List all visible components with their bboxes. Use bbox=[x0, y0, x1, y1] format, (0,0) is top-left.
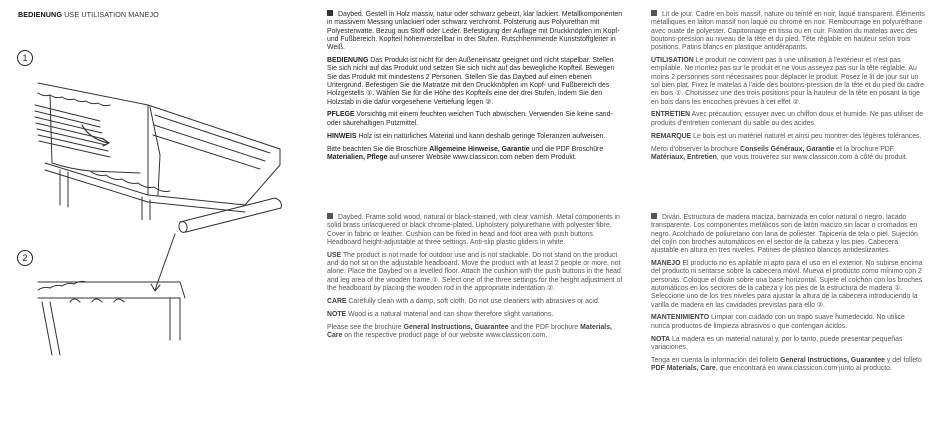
care-text: Vorsichtig mit einem feuchten weichen Tuch abwischen. Verwenden Sie keine sand- oder säurehaltigen Putzmittel. bbox=[327, 111, 613, 127]
ref-bold: Conseils Généraux, Garantie bbox=[740, 145, 835, 153]
note-label: HINWEIS bbox=[327, 132, 357, 140]
note-label: NOTE bbox=[327, 310, 347, 318]
text-column-english bbox=[327, 213, 623, 345]
ref-text: on the respective product page of our website www.classicon.com. bbox=[342, 331, 548, 339]
ref-text: auf unserer Website www.classicon.com neben dem Produkt. bbox=[387, 153, 577, 161]
care-label: ENTRETIEN bbox=[651, 111, 691, 119]
care-text: Avec précaution, essuyer avec un chiffon doux et humide. Ne pas utiliser de produits d'entretien contenant du sable ou des acides. bbox=[651, 111, 924, 127]
ref-text: and the PDF brochure bbox=[508, 323, 581, 331]
reference-paragraph bbox=[327, 146, 623, 163]
care-paragraph bbox=[327, 298, 623, 306]
ref-bold: Matériaux, Entretien bbox=[651, 153, 717, 161]
note-label: REMARQUE bbox=[651, 132, 692, 140]
care-paragraph bbox=[651, 314, 925, 331]
use-text: El producto no es apilable ni apto para el uso en el exterior. No subirse encima del producto ni sentarse sobre la cabecera móvil. Mueva el producto como mínimo con 2 personas. Coloque el diván sobre una base horizontal. Sujete el colchón con los broches automáticos en los sectores de la cabeza y los pies de la estructura de madera ①. Seleccione uno de los tres niveles para ajustar la altura de la cabecera introduciendo la varilla de madera en las cavidades previstas para ello ②. bbox=[651, 260, 923, 309]
figure-2-headboard-rod-illustration bbox=[30, 190, 290, 365]
ref-text: Tenga en cuenta la información del folleto bbox=[651, 356, 781, 364]
note-paragraph bbox=[651, 336, 925, 353]
use-text: Le produit ne convient pas à une utilisation à l'extérieur et n'est pas empilable. Ne montez pas sur le produit et ne vous asseyez pas sur la tête réglable. Au moins 2 personnes sont nécessaires pour déplacer le produit. Posez le lit de jour sur un sol bien plat. Fixez le matelas à l'aide des boutons-pression de la tête et du pied du cadre en bois ①. Choisissez une des trois positions pour la hauteur de la tête en posant la tige en bois dans les encoches prévues à cet effet ②. bbox=[651, 57, 924, 106]
care-label: CARE bbox=[327, 297, 347, 305]
ref-text: Please see the brochure bbox=[327, 323, 404, 331]
note-text: Le bois est un matériel naturel et ainsi peu montrer des légères tolérances. bbox=[693, 132, 922, 140]
header-title: BEDIENUNG bbox=[18, 10, 63, 19]
note-paragraph bbox=[651, 133, 925, 141]
square-bullet-icon bbox=[651, 10, 657, 16]
intro-paragraph bbox=[327, 10, 623, 52]
intro-text: Daybed. Gestell in Holz massiv, natur oder schwarz gebeizt, klar lackiert. Metallkomponenten in massivem Messing unlackiert oder schwarz verchromt. Polsterung aus Polyurethan mit Polyesterwatte. Bezug aus Stoff oder Leder. Befestigung der Auflage mit Druckknöpfen im Kopf- und Fußbereich. Kopfteil höhenverstellbar in drei Stufen. Rutschhemmende Kunststoffgleiter in Weiß. bbox=[327, 11, 623, 52]
reference-paragraph bbox=[327, 324, 623, 341]
intro-text: Daybed. Frame solid wood, natural or black-stained, with clear varnish. Metal components in solid brass unlacquered or black chrome-plated. Upholstery polyurethane with polyester fibre. Cover in fabric or leather. Cushion can be fixed in head and foot area with push buttons. Headboard height-adjustable at three settings. Anti-slip plastic gliders in white. bbox=[327, 214, 620, 246]
ref-bold: General Instructions, Guarantee bbox=[403, 323, 509, 331]
reference-paragraph bbox=[651, 146, 925, 163]
ref-bold: PDF Materials, Care bbox=[651, 365, 716, 373]
text-column-french bbox=[651, 10, 925, 167]
use-label: MANEJO bbox=[651, 260, 681, 268]
text-column-spanish bbox=[651, 213, 925, 378]
reference-paragraph bbox=[651, 357, 925, 374]
square-bullet-icon bbox=[651, 213, 657, 219]
note-paragraph bbox=[327, 133, 623, 141]
use-text: Das Produkt ist nicht für den Außeneinsatz geeignet und nicht stapelbar. Stellen Sie sich nicht auf das Produkt und setzen Sie sich nicht auf das bewegliche Kopfteil. Bewegen Sie das Produkt mit mindestens 2 Personen. Stellen Sie das Daybed auf einen ebenen Untergrund. Befestigen Sie die Matratze mit den Druckknöpfen im Kopf- und Fußbereich des Holzgestells ①. Wählen Sie für die Höhe des Kopfteils eine der drei Stufen, indem Sie den Holzstab in die dafür vorgesehene Vertiefung legen ②. bbox=[327, 57, 615, 106]
care-label: PFLEGE bbox=[327, 111, 355, 119]
use-text: The product is not made for outdoor use and is not stackable. Do not stand on the product and do not sit on the adjustable headboard. Move the product with at least 2 people or more, not alone. Place the Daybed on a levelled floor. Attach the cushion with the push buttons in the head and leg area of the wooden frame ①. Select one of the three settings for the height adjustment of the headboard by placing the wooden rod in the appropriate indentation ②. bbox=[327, 251, 623, 292]
note-text: Holz ist ein natürliches Material und kann deshalb geringe Toleranzen aufweisen. bbox=[358, 132, 606, 140]
ref-bold: Materials, Care bbox=[327, 323, 612, 339]
intro-text: Lit de jour. Cadre en bois massif, nature ou teinté en noir, laqué transparent. Éléments métalliques en laiton massif non laqué ou chromé en noir. Rembourrage en polyuréthane avec ouate de polyester. Capitonnage en tissu ou en cuir. Fixation du matelas avec des boutons-pression au niveau de la tête et du pied. Tête réglable en hauteur selon trois positions. Patins blancs en plastique antidérapants. bbox=[651, 11, 925, 52]
use-paragraph bbox=[651, 260, 925, 310]
text-column-german bbox=[327, 10, 623, 167]
square-bullet-icon bbox=[327, 213, 333, 219]
note-label: NOTA bbox=[651, 335, 671, 343]
ref-bold: Materialien, Pflege bbox=[327, 153, 388, 161]
intro-text: Diván. Estructura de madera maciza, barnizada en color natural o negro, lacado transparente. Los componentes metálicos son de latón macizo sin lacar o cromados en negro. Acolchado de poliuretano con lana de poliéster. Tapicería de tela o piel. Sujeción del cojín con broches automáticos en el sector de la cabeza y los pies. Cabecera ajustable en altura en tres niveles. Patines de plástico blancos antideslizantes. bbox=[651, 214, 918, 255]
use-paragraph bbox=[651, 57, 925, 107]
ref-text: et la brochure PDF bbox=[834, 145, 894, 153]
use-label: USE bbox=[327, 251, 342, 259]
page-header bbox=[18, 10, 159, 19]
note-paragraph bbox=[327, 311, 623, 319]
use-label: BEDIENUNG bbox=[327, 57, 369, 65]
use-paragraph bbox=[327, 57, 623, 107]
intro-paragraph bbox=[651, 213, 925, 255]
ref-bold: General Instructions, Guarantee bbox=[780, 356, 886, 364]
ref-text: y del folleto bbox=[885, 356, 922, 364]
ref-text: und die PDF Broschüre bbox=[529, 145, 604, 153]
ref-bold: Allgemeine Hinweise, Garantie bbox=[429, 145, 530, 153]
use-paragraph bbox=[327, 252, 623, 293]
care-paragraph bbox=[651, 111, 925, 128]
intro-paragraph bbox=[651, 10, 925, 52]
care-label: MANTENIMIENTO bbox=[651, 314, 710, 322]
care-text: Carefully clean with a damp, soft cloth. Do not use cleaners with abrasives or acid. bbox=[348, 297, 600, 305]
ref-text: , que encontrará en www.classicon.com junto al producto. bbox=[715, 365, 892, 373]
figure-1-number: 1 bbox=[17, 50, 33, 66]
header-subtitle: USE UTILISATION MANEJO bbox=[64, 10, 159, 19]
use-label: UTILISATION bbox=[651, 57, 694, 65]
ref-text: Merci d'observer la brochure bbox=[651, 145, 741, 153]
intro-paragraph bbox=[327, 213, 623, 247]
care-paragraph bbox=[327, 111, 623, 128]
square-bullet-icon bbox=[327, 10, 333, 16]
figure-2-number: 2 bbox=[17, 250, 33, 266]
note-text: Wood is a natural material and can show therefore slight variations. bbox=[348, 310, 554, 318]
note-text: La madera es un material natural y, por lo tanto, puede presentar pequeñas variaciones. bbox=[651, 335, 903, 351]
ref-text: , que vous trouverez sur www.classicon.com à côté du produit. bbox=[716, 153, 908, 161]
care-text: Limpiar con cuidado con un trapo suave humedecido. No utilice nunca productos de limpieza abrasivos o que contengan ácidos. bbox=[651, 314, 905, 330]
ref-text: Bitte beachten Sie die Broschüre bbox=[327, 145, 430, 153]
